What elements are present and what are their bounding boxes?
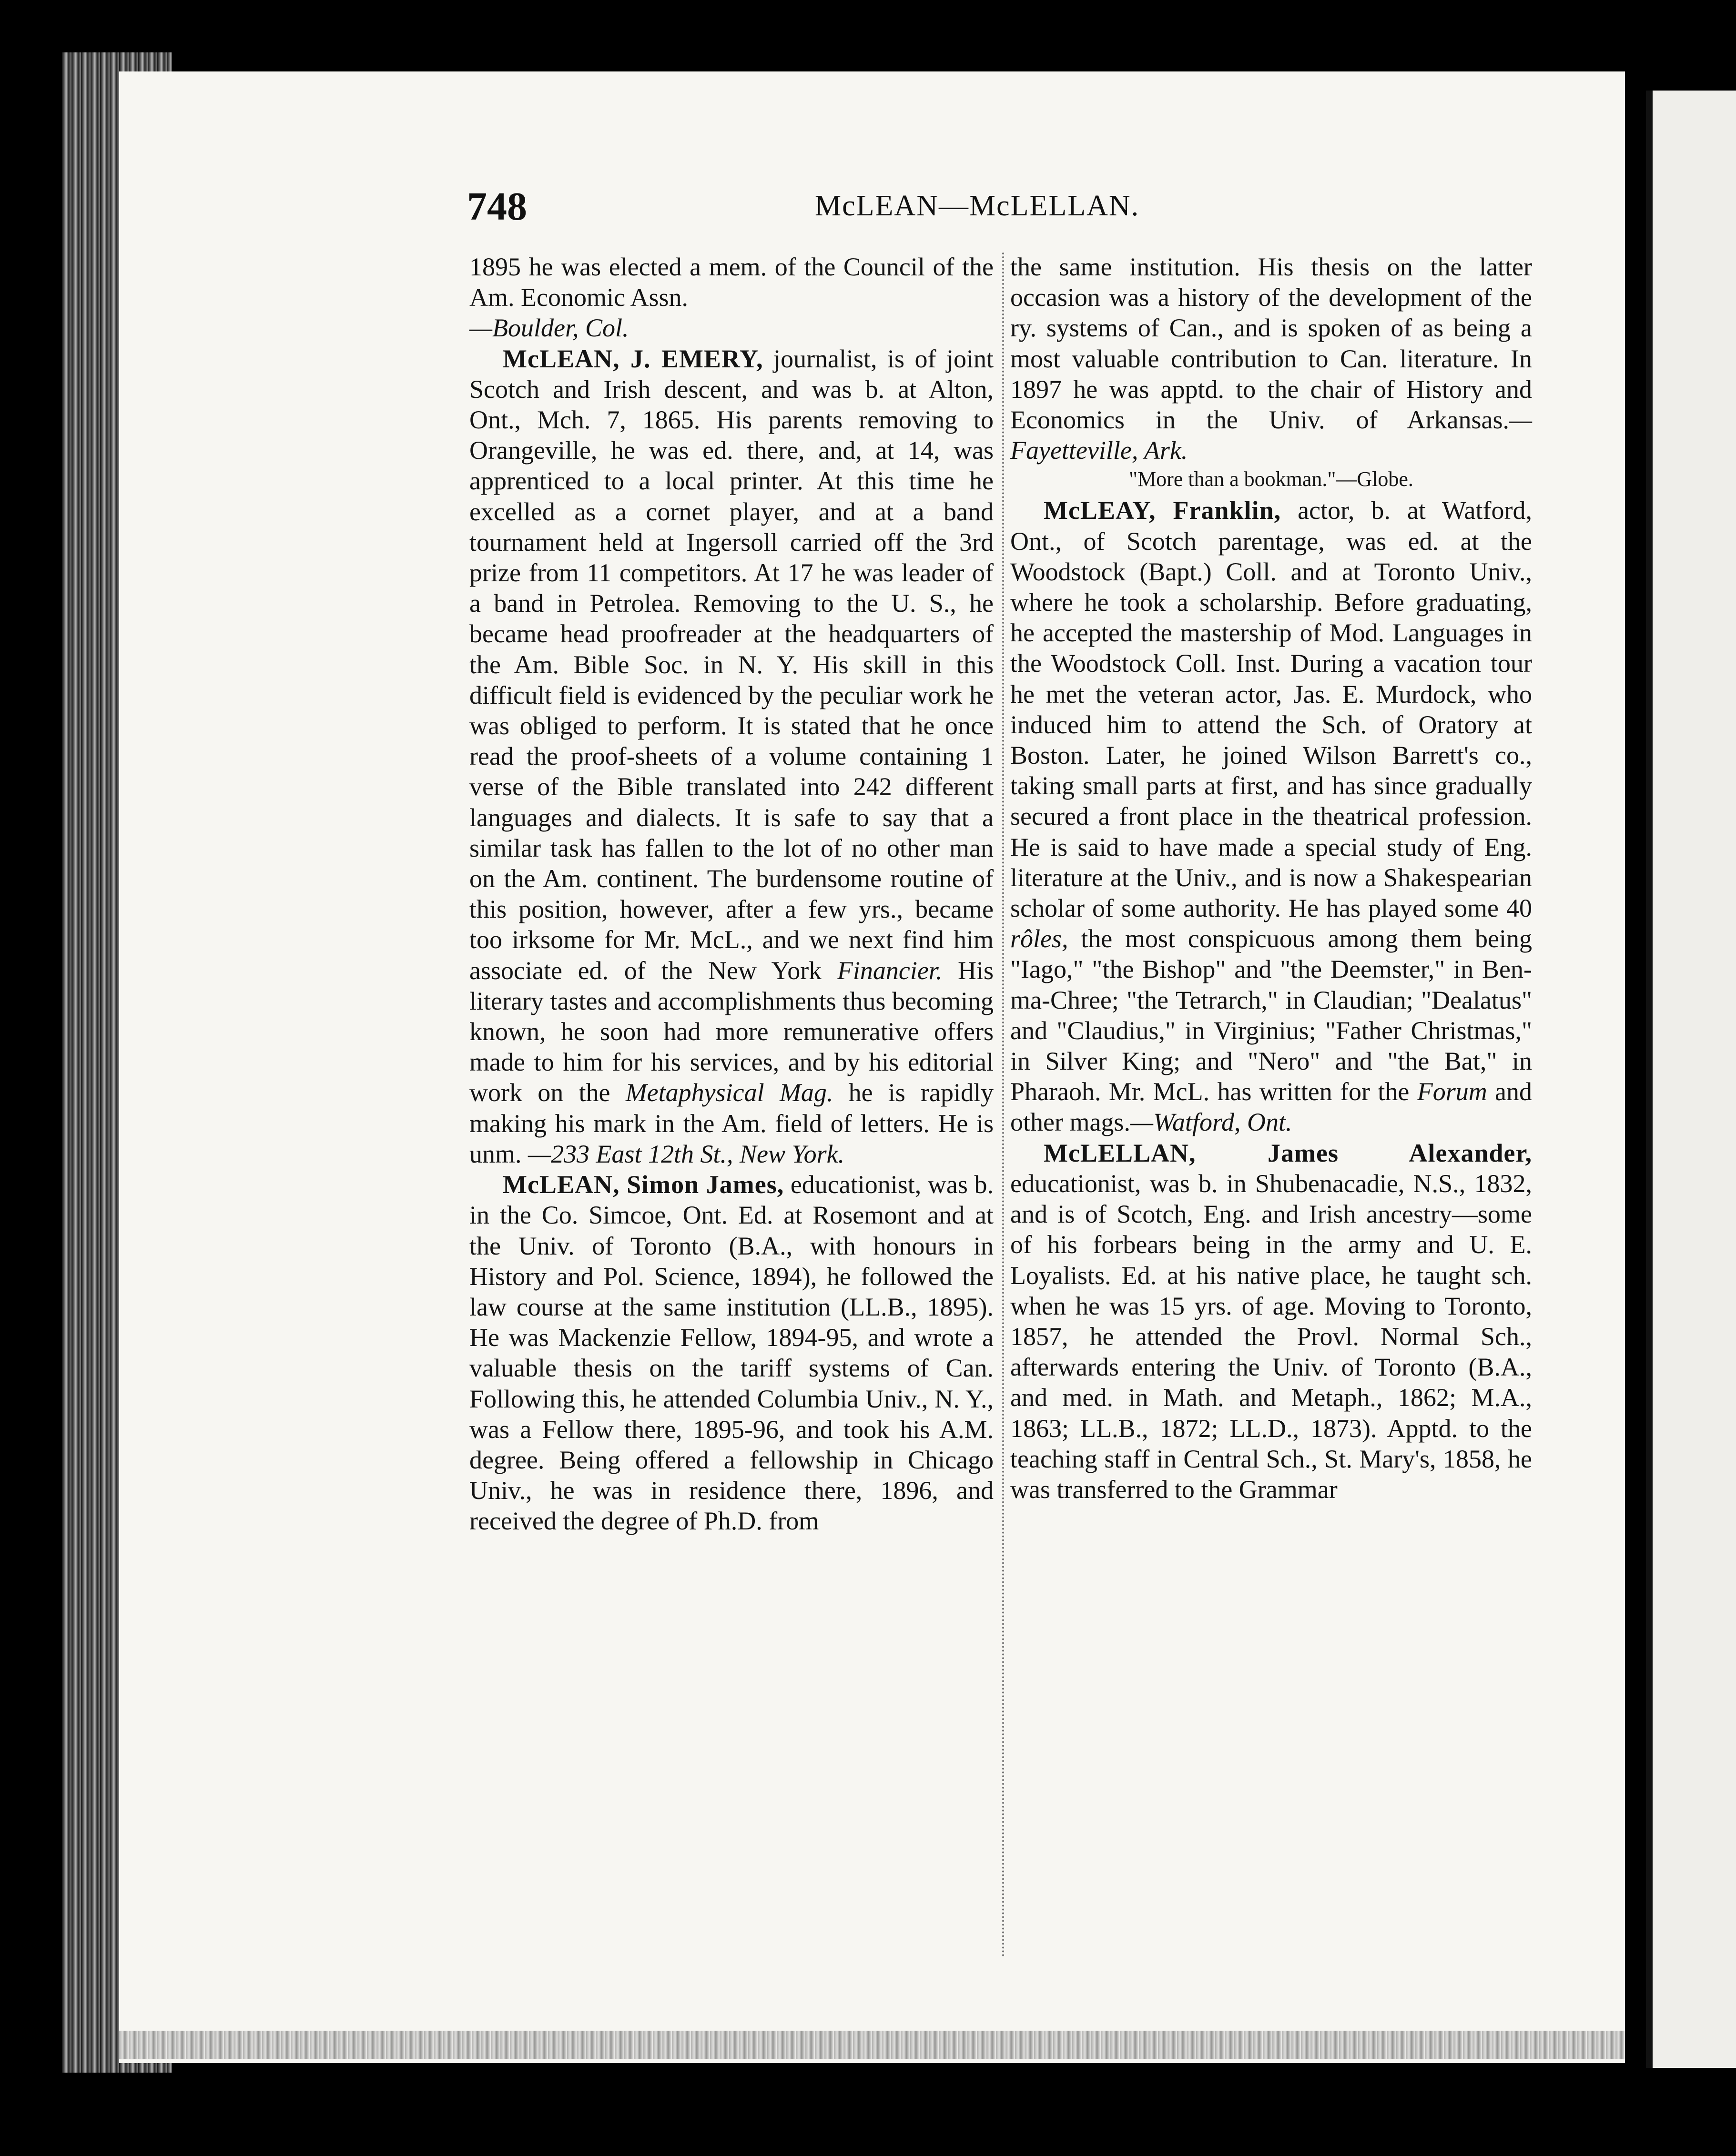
- entry-italic: Financier.: [837, 956, 943, 985]
- entry-text: actor, b. at Watford, Ont., of Scotch parentage, was ed. at the Woodstock (Bapt.) Coll. and at Toronto Univ., where he took a scholarship. Before graduating, he accepted the mastership of Mod. Languages in the Woodstock Coll. Inst. During a vacation tour he met the veteran actor, Jas. E. Murdock, who induced him to attend the Sch. of Oratory at Boston. Later, he joined Wilson Barrett's co., taking small parts at first, and has since gradually secured a front place in the theatrical profession. He is said to have made a special study of Eng. literature at the Univ., and is now a Shakespearian scholar of some authority. He has played some 40: [1010, 496, 1532, 923]
- entry-mcleay-franklin: [1010, 495, 1532, 1137]
- entry-name: McLELLAN, James Alexander,: [1044, 1138, 1532, 1167]
- entry-text: His literary tastes and accomplishments thus becoming known, he soon had more remunerative offers made to him for his services, and by his editorial work on the: [469, 956, 994, 1107]
- entry-mclean-simon-james: [469, 1169, 994, 1536]
- entry-name: McLEAN, J. EMERY,: [503, 344, 763, 373]
- column-divider: [1002, 253, 1004, 1958]
- page-bottom-noise: [119, 2031, 1625, 2059]
- page-header: [467, 183, 1506, 236]
- address: —Boulder, Col.: [469, 314, 629, 343]
- entry-name: McLEAN, Simon James,: [503, 1170, 784, 1199]
- continuation-text: 1895 he was elected a mem. of the Council of the Am. Economic Assn.: [469, 253, 994, 312]
- address: —Fayetteville, Ark.: [1010, 405, 1532, 465]
- page-number: 748: [467, 184, 527, 229]
- entry-text: educationist, was b. in Shubenacadie, N.S., 1832, and is of Scotch, Eng. and Irish ancestry—some of his forbears being in the army and U. E. Loyalists. Ed. at his native place, he taught sch. when he was 15 yrs. of age. Moving to Toronto, 1857, he attended the Provl. Normal Sch., afterwards entering the Univ. of Toronto (B.A., and med. in Math. and Metaph., 1862; M.A., 1863; LL.B., 1872; LL.D., 1873). Apptd. to the teaching staff in Central Sch., St. Mary's, 1858, he was transferred to the Grammar: [1010, 1169, 1532, 1504]
- left-column: [469, 252, 994, 1537]
- address: —Watford, Ont.: [1130, 1108, 1292, 1137]
- entry-text: the most conspicuous among them being "Iago," "the Bishop" and "the Deemster," in Ben-ma-Chree; "the Tetrarch," in Claudian; "Dealatus" and "Claudius," in Virginius; "Father Christmas," in Silver King; and "Nero" and "the Bat," in Pharaoh. Mr. McL. has written for the: [1010, 924, 1532, 1106]
- entry-text: journalist, is of joint Scotch and Irish descent, and was b. at Alton, Ont., Mch. 7, 1865. His parents removing to Orangeville, he was ed. there, and, at 14, was apprenticed to a local printer. At this time he excelled as a cornet player, and at a band tournament held at Ingersoll carried off the 3rd prize from 11 competitors. At 17 he was leader of a band in Petrolea. Removing to the U. S., he became head proofreader at the headquarters of the Am. Bible Soc. in N. Y. His skill in this difficult field is evidenced by the peculiar work he was obliged to perform. It is stated that he once read the proof-sheets of a volume containing 1 verse of the Bible translated into 242 different languages and dialects. It is safe to say that a similar task has fallen to the lot of no other man on the Am. continent. The burdensome routine of this position, however, after a few yrs., became too irksome for Mr. McL., and we next find him associate ed. of the New York: [469, 344, 994, 985]
- continuation-paragraph: [1010, 252, 1532, 466]
- facing-page-edge: [1646, 91, 1736, 2068]
- entry-italic: Forum: [1417, 1077, 1487, 1106]
- continuation-text: the same institution. His thesis on the latter occasion was a history of the development of the ry. systems of Can., and is spoken of as being a most valuable contribution to Can. literature. In 1897 he was apptd. to the chair of History and Economics in the Univ. of Arkansas.: [1010, 253, 1532, 435]
- entry-text: and other mags.: [1010, 1077, 1533, 1137]
- entry-mclellan-james-alexander: [1010, 1138, 1532, 1505]
- entry-italic: Metaphysical Mag.: [625, 1078, 833, 1107]
- address: —233 East 12th St., New York.: [528, 1139, 845, 1168]
- entry-mclean-j-emery: [469, 344, 994, 1169]
- entry-motto: "More than a bookman."—Globe.: [1129, 467, 1413, 491]
- continuation-paragraph: [469, 252, 994, 344]
- entry-name: McLEAY, Franklin,: [1044, 496, 1281, 525]
- running-head: McLEAN—McLELLAN.: [815, 190, 1140, 222]
- entry-italic: rôles,: [1010, 924, 1068, 953]
- entry-text: he is rapidly making his mark in the Am. field of letters. He is unm.: [469, 1078, 994, 1168]
- entry-text: educationist, was b. in the Co. Simcoe, Ont. Ed. at Rosemont and at the Univ. of Toronto (B.A., with honours in History and Pol. Science, 1894), he followed the law course at the same institution (LL.B., 1895). He was Mackenzie Fellow, 1894-95, and wrote a valuable thesis on the tariff systems of Can. Following this, he attended Columbia Univ., N. Y., was a Fellow there, 1895-96, and took his A.M. degree. Being offered a fellowship in Chicago Univ., he was in residence there, 1896, and received the degree of Ph.D. from: [469, 1170, 994, 1536]
- right-column: [1010, 252, 1532, 1505]
